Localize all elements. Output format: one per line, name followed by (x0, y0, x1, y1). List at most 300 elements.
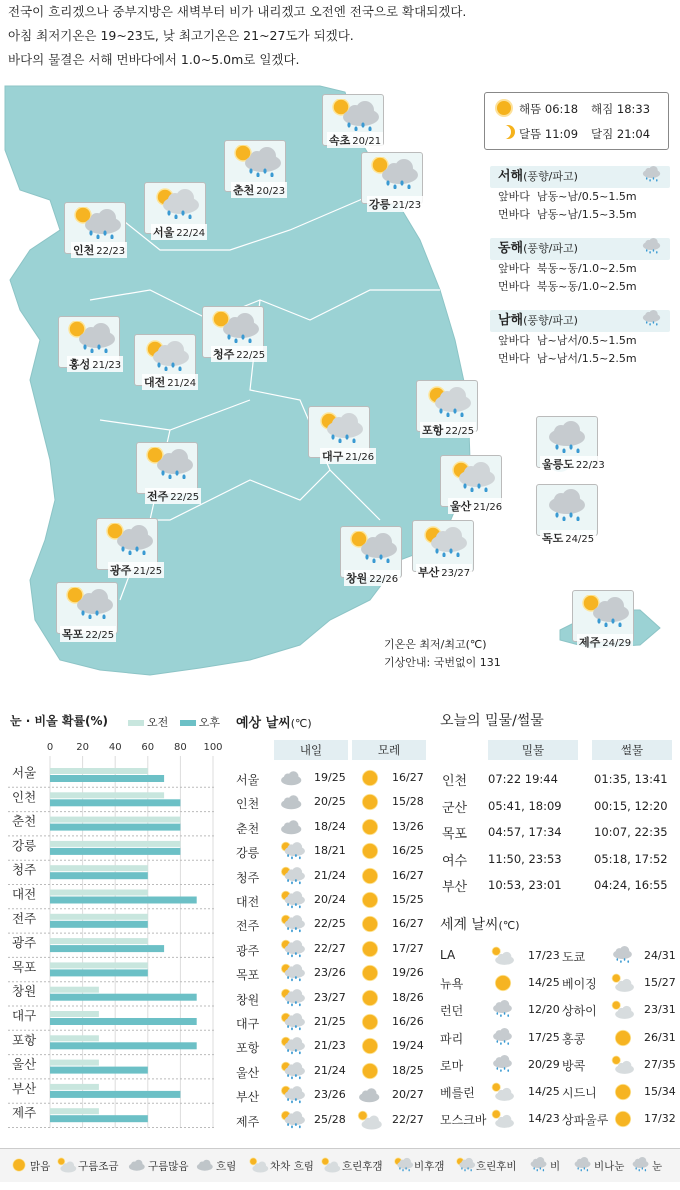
forecast-temp-2: 16/27 (392, 917, 424, 931)
legend-label: 흐린후비 (476, 1160, 517, 1173)
city-label-1 (231, 182, 287, 198)
legend-label: 흐림 (216, 1160, 237, 1173)
city-temp: 21/26 (345, 452, 375, 463)
moon-icon (497, 125, 511, 139)
tide-high: 07:22 19:44 (488, 772, 558, 786)
forecast-row (236, 866, 436, 888)
world-temp: 14/25 (528, 1085, 560, 1098)
rain-icon (640, 166, 664, 192)
world-city: 홍콩 (562, 1031, 586, 1046)
city-name: 울릉도 (542, 458, 574, 471)
sea-value: 남동~남/0.5~1.5m (536, 190, 637, 203)
tide-low: 05:18, 17:52 (594, 851, 668, 866)
sea-value: 남~남서/0.5~1.5m (536, 334, 637, 347)
legend-item (248, 1157, 314, 1176)
tide-row (442, 850, 674, 872)
forecast-title-text: 예상 날씨 (236, 716, 291, 731)
suncloudrain-icon (278, 841, 306, 864)
legend-label: 눈 (652, 1160, 663, 1173)
forecast-row (236, 1012, 436, 1034)
forecast-temp-2: 16/27 (392, 771, 424, 784)
forecast-row (236, 890, 436, 912)
sun-icon (356, 841, 384, 864)
tick-label: 100 (203, 742, 223, 753)
legend-label: 비나눈 (594, 1160, 625, 1173)
world-city: LA (440, 948, 456, 962)
sea-sub: (풍향/파고) (523, 314, 578, 327)
city-name: 대구 (322, 450, 344, 463)
world-city: 모스크바 (440, 1113, 487, 1128)
tide-city: 군산 (442, 800, 468, 816)
tide-row (442, 770, 674, 792)
legend-item (630, 1157, 662, 1176)
tide-city: 여수 (442, 853, 468, 869)
forecast-temp-2: 20/27 (392, 1088, 424, 1102)
cloudy-rain-sun-icon (329, 99, 379, 131)
bar-pm (50, 1067, 148, 1074)
world-city: 베를린 (440, 1086, 475, 1100)
sea-value: 북동~동/1.0~2.5m (536, 280, 637, 293)
forecast-temp-2: 15/25 (392, 893, 424, 906)
city-temp: 24/29 (602, 638, 632, 649)
tick-label: 40 (108, 742, 122, 753)
forecast-city: 제주 (236, 1114, 260, 1129)
forecast-temp-2: 18/25 (392, 1063, 424, 1077)
category-label: 광주 (12, 935, 37, 951)
forecast-header-1: 내일 (274, 740, 348, 760)
sea-value: 남~남서/1.5~2.5m (536, 352, 637, 365)
bar-pm (50, 1042, 197, 1049)
forecast-city: 광주 (236, 943, 260, 958)
bar-am (50, 1084, 99, 1090)
forecast-temp-1: 19/25 (314, 771, 346, 784)
tide-high: 11:50, 23:53 (488, 851, 562, 866)
bar-pm (50, 1018, 197, 1025)
legend-label: 맑음 (30, 1160, 51, 1173)
headline-2: 아침 최저기온은 19~23도, 낮 최고기온은 21~27도가 되겠다. (8, 28, 354, 43)
tide-high: 10:53, 23:01 (488, 878, 562, 892)
sun-icon (8, 1157, 30, 1176)
world-city: 도쿄 (562, 950, 586, 964)
rain-icon (543, 489, 593, 521)
tide-high: 05:41, 18:09 (488, 798, 562, 813)
city-temp: 22/25 (85, 630, 115, 641)
suncloudrain-icon (278, 914, 306, 937)
category-label: 서울 (12, 765, 37, 780)
cloudy-rain-sun-icon (63, 587, 113, 619)
sea-name: 남해 (498, 313, 524, 328)
legend-item (454, 1157, 517, 1176)
bar-pm (50, 848, 180, 855)
forecast-temp-2: 15/28 (392, 795, 424, 809)
rain-icon (490, 1000, 516, 1023)
tide-city: 목포 (442, 827, 468, 842)
bar-am (50, 1108, 99, 1114)
forecast-row (236, 914, 436, 936)
bar-am (50, 1035, 99, 1041)
suncloudrain-icon (278, 1012, 306, 1035)
world-temp: 20/29 (528, 1057, 560, 1071)
legend-item (528, 1157, 560, 1176)
bar-am (50, 768, 148, 774)
legend-item (8, 1157, 50, 1176)
note-info: 기상안내: 국번없이 131 (384, 656, 501, 669)
world-row (440, 1028, 674, 1050)
sea-sub: (풍향/파고) (523, 242, 578, 255)
city-temp: 22/25 (236, 350, 266, 361)
sun-cloud-rain-icon (419, 525, 469, 557)
city-temp: 22/23 (575, 460, 605, 471)
tick-label: 20 (76, 742, 89, 753)
city-label-12 (145, 488, 201, 504)
sea-row (490, 206, 670, 224)
world-temp: 23/31 (644, 1003, 676, 1017)
bar-pm (50, 824, 180, 831)
forecast-title (236, 712, 312, 731)
forecast-temp-2: 22/27 (392, 1112, 424, 1126)
rain-icon (630, 1157, 652, 1176)
legend-item (126, 1157, 189, 1176)
suncloudrain-icon (278, 939, 306, 962)
tick-label: 60 (141, 742, 155, 753)
category-label: 청주 (12, 862, 37, 878)
forecast-row (236, 1061, 436, 1083)
forecast-row (236, 939, 436, 961)
category-label: 대전 (12, 886, 37, 902)
city-box-12 (136, 442, 198, 494)
suncloud-icon (56, 1157, 78, 1176)
world-title-text: 세계 날씨 (440, 917, 499, 933)
bar-pm (50, 872, 148, 879)
bar-am (50, 841, 180, 847)
suncloudrain-icon (278, 1085, 306, 1108)
bar-am (50, 1060, 99, 1066)
category-label: 창원 (12, 983, 37, 999)
city-name: 울산 (450, 500, 472, 513)
tide-row (442, 876, 674, 898)
forecast-city: 창원 (236, 992, 260, 1007)
tide-row (442, 823, 674, 845)
legend-label: 차차 흐림 (270, 1160, 314, 1173)
bar-pm (50, 799, 180, 806)
sun-cloud-rain-icon (315, 411, 365, 443)
forecast-city: 대구 (236, 1017, 260, 1031)
forecast-temp-1: 22/25 (314, 917, 346, 931)
tick-label: 80 (174, 742, 187, 753)
city-temp: 24/25 (565, 534, 595, 545)
sun-cloud-rain-icon (141, 339, 191, 371)
sea-sub: (풍향/파고) (523, 170, 578, 183)
city-label-9 (320, 448, 376, 464)
sea-value: 남동~남/1.5~3.5m (536, 208, 637, 221)
sea-block-0 (490, 166, 670, 224)
forecast-temp-2: 17/27 (392, 941, 424, 955)
suncloudrain-icon (278, 1110, 306, 1133)
tide-city: 인천 (442, 774, 468, 789)
forecast-city: 목포 (236, 968, 260, 983)
suncloud-icon (356, 1110, 384, 1133)
city-name: 강릉 (369, 198, 391, 211)
sea-row (490, 350, 670, 368)
cloudy-rain-sun-icon (65, 321, 115, 353)
city-label-0 (327, 132, 383, 148)
sea-zone: 먼바다 (498, 208, 530, 221)
sun-icon (356, 963, 384, 986)
sun-cloud-rain-icon (423, 385, 473, 417)
category-label: 춘천 (12, 813, 37, 829)
sunrise-time: 해뜸 06:18 (519, 102, 579, 116)
city-label-13 (540, 530, 596, 546)
sea-name: 서해 (498, 169, 524, 184)
world-city: 베이징 (562, 977, 597, 992)
forecast-city: 포항 (236, 1041, 260, 1056)
note-temp: 기온은 최저/최고(℃) (384, 638, 487, 651)
forecast-temp-1: 25/28 (314, 1112, 346, 1126)
world-temp: 17/25 (528, 1030, 560, 1044)
world-temp: 17/32 (644, 1112, 676, 1126)
category-label: 포항 (12, 1032, 37, 1048)
bar-pm (50, 897, 197, 904)
world-temp: 24/31 (644, 949, 676, 962)
city-label-14 (108, 562, 164, 578)
suncloud-icon (610, 1000, 636, 1023)
sun-icon (497, 101, 511, 115)
city-temp: 22/26 (369, 574, 399, 585)
world-temp: 14/23 (528, 1112, 560, 1126)
city-name: 춘천 (233, 184, 255, 197)
forecast-temp-1: 21/24 (314, 868, 346, 882)
bar-pm (50, 969, 148, 976)
city-box-13 (536, 484, 598, 536)
bar-pm (50, 921, 148, 928)
cloudy-rain-sun-icon (103, 523, 153, 555)
bar-am (50, 817, 180, 823)
city-label-10 (540, 456, 607, 472)
sun-icon (356, 817, 384, 840)
sun-icon (356, 939, 384, 962)
suncloudrain-icon (454, 1157, 476, 1176)
cloudy-rain-sun-icon (209, 311, 259, 343)
city-temp: 22/23 (96, 246, 126, 257)
legend-label: 구름많음 (148, 1160, 189, 1173)
cloudy-icon (278, 768, 306, 791)
city-label-4 (71, 242, 127, 258)
city-temp: 21/24 (167, 378, 197, 389)
world-temp: 15/27 (644, 976, 676, 990)
sun-icon (356, 792, 384, 815)
bar-pm (50, 1091, 180, 1098)
sun-icon (356, 914, 384, 937)
bar-am (50, 962, 148, 968)
sun-icon (356, 988, 384, 1011)
cloudy-icon (126, 1157, 148, 1176)
city-temp: 21/23 (392, 200, 422, 211)
suncloud-icon (610, 973, 636, 996)
tick-label: 0 (46, 742, 54, 753)
suncloudrain-icon (278, 890, 306, 913)
sun-icon (356, 866, 384, 889)
bar-am (50, 987, 99, 993)
tide-header-2: 썰물 (592, 740, 672, 760)
sea-row (490, 278, 670, 296)
world-row (440, 1000, 674, 1022)
legend-item (392, 1157, 444, 1176)
tide-low: 00:15, 12:20 (594, 798, 668, 813)
world-city: 파리 (440, 1031, 464, 1046)
category-label: 목포 (12, 959, 37, 975)
forecast-temp-1: 22/27 (314, 941, 346, 955)
city-temp: 21/23 (92, 360, 122, 371)
forecast-row (236, 841, 436, 863)
city-temp: 20/23 (256, 186, 286, 197)
suncloud-icon (248, 1157, 270, 1176)
tide-row (442, 797, 674, 819)
city-name: 부산 (418, 566, 440, 579)
city-name: 독도 (542, 532, 564, 545)
headline-3: 바다의 물결은 서해 먼바다에서 1.0~5.0m로 일겠다. (8, 52, 300, 67)
legend-item (56, 1157, 119, 1176)
forecast-temp-1: 18/24 (314, 819, 346, 833)
moonrise-time: 달뜸 11:09 (519, 127, 579, 141)
world-temp: 27/35 (644, 1057, 676, 1071)
forecast-city: 전주 (236, 919, 260, 934)
sun-icon (356, 768, 384, 791)
sun-cloud-rain-icon (447, 460, 497, 492)
forecast-row (236, 963, 436, 985)
sun-icon (356, 1036, 384, 1059)
forecast-temp-2: 16/25 (392, 844, 424, 858)
prob-chart (0, 728, 225, 1138)
cloudy-rain-sun-icon (71, 207, 121, 239)
rain-icon (640, 238, 664, 264)
sun-icon (356, 1012, 384, 1035)
city-label-16 (416, 564, 472, 580)
forecast-row (236, 1036, 436, 1058)
sea-header (490, 166, 670, 188)
suncloudrain-icon (392, 1157, 414, 1176)
cloudy-rain-sun-icon (231, 145, 281, 177)
bar-pm (50, 945, 164, 952)
cloudy-rain-sun-icon (143, 447, 193, 479)
rain-icon (490, 1055, 516, 1078)
world-title (440, 914, 519, 934)
sun-icon (490, 973, 516, 996)
cloudy-icon (278, 792, 306, 815)
cloudy-rain-sun-icon (368, 157, 418, 189)
legend-item (194, 1157, 236, 1176)
rain-icon (572, 1157, 594, 1176)
legend-label: 비 (550, 1160, 561, 1173)
legend-label: 비후갬 (414, 1160, 445, 1173)
sun-icon (356, 890, 384, 913)
category-label: 부산 (12, 1080, 37, 1096)
bar-am (50, 865, 148, 871)
bar-pm (50, 994, 197, 1001)
suncloudrain-icon (278, 866, 306, 889)
world-unit: (℃) (498, 919, 520, 932)
world-city: 로마 (440, 1058, 464, 1073)
city-name: 대전 (144, 376, 166, 389)
world-city: 뉴욕 (440, 977, 464, 992)
sea-block-2 (490, 310, 670, 368)
sunset-time: 해짐 18:33 (591, 102, 651, 116)
city-name: 제주 (579, 636, 601, 649)
city-temp: 22/24 (176, 228, 206, 239)
city-temp: 20/21 (352, 136, 382, 147)
rain-icon (640, 310, 664, 336)
world-temp: 17/23 (528, 949, 560, 962)
forecast-temp-1: 20/24 (314, 893, 346, 906)
suncloud-icon (490, 1082, 516, 1105)
bar-am (50, 792, 164, 798)
world-row (440, 1109, 674, 1131)
world-row (440, 1055, 674, 1077)
suncloud-icon (320, 1157, 342, 1176)
forecast-row (236, 817, 436, 839)
world-row (440, 946, 674, 968)
city-label-15 (344, 570, 400, 586)
rain-icon (543, 421, 593, 453)
rain-icon (490, 1028, 516, 1051)
icon-legend (0, 1148, 680, 1182)
tide-city: 부산 (442, 880, 468, 895)
tide-low: 01:35, 13:41 (594, 772, 668, 786)
world-city: 상하이 (562, 1004, 597, 1019)
city-name: 서울 (153, 226, 175, 239)
forecast-temp-1: 21/25 (314, 1015, 346, 1028)
world-city: 런던 (440, 1004, 464, 1019)
world-row (440, 973, 674, 995)
bar-am (50, 1011, 99, 1017)
city-temp: 22/25 (445, 426, 475, 437)
forecast-city: 서울 (236, 773, 260, 787)
city-label-17 (60, 626, 116, 642)
forecast-temp-2: 13/26 (392, 819, 424, 833)
world-city: 시드니 (562, 1086, 597, 1100)
headline-1: 전국이 흐리겠으나 중부지방은 새벽부터 비가 내리겠고 오전엔 전국으로 확대되겠다. (8, 4, 467, 19)
world-temp: 15/34 (644, 1085, 676, 1098)
forecast-city: 강릉 (236, 846, 260, 861)
sun-icon (610, 1028, 636, 1051)
category-label: 제주 (12, 1105, 37, 1121)
forecast-city: 부산 (236, 1090, 260, 1105)
legend-item (572, 1157, 624, 1176)
sea-name: 동해 (498, 241, 524, 256)
city-label-5 (67, 356, 123, 372)
city-name: 청주 (213, 348, 235, 361)
world-city: 방콕 (562, 1058, 586, 1073)
forecast-temp-2: 18/26 (392, 990, 424, 1004)
category-label: 전주 (12, 910, 37, 926)
bar-pm (50, 1115, 148, 1122)
forecast-temp-2: 19/26 (392, 966, 424, 980)
suncloudrain-icon (278, 963, 306, 986)
cloudy-icon (356, 1085, 384, 1108)
cloudy-rain-sun-icon (579, 595, 629, 627)
city-name: 홍성 (69, 358, 91, 371)
city-temp: 23/27 (441, 568, 471, 579)
forecast-row (236, 768, 436, 790)
rain-icon (528, 1157, 550, 1176)
cloudy-icon (278, 817, 306, 840)
world-temp: 14/25 (528, 976, 560, 990)
city-temp: 21/25 (133, 566, 163, 577)
forecast-temp-1: 23/27 (314, 990, 346, 1004)
forecast-city: 청주 (236, 870, 260, 885)
city-label-11 (448, 498, 504, 514)
sun-icon (356, 1061, 384, 1084)
city-label-3 (151, 224, 207, 240)
